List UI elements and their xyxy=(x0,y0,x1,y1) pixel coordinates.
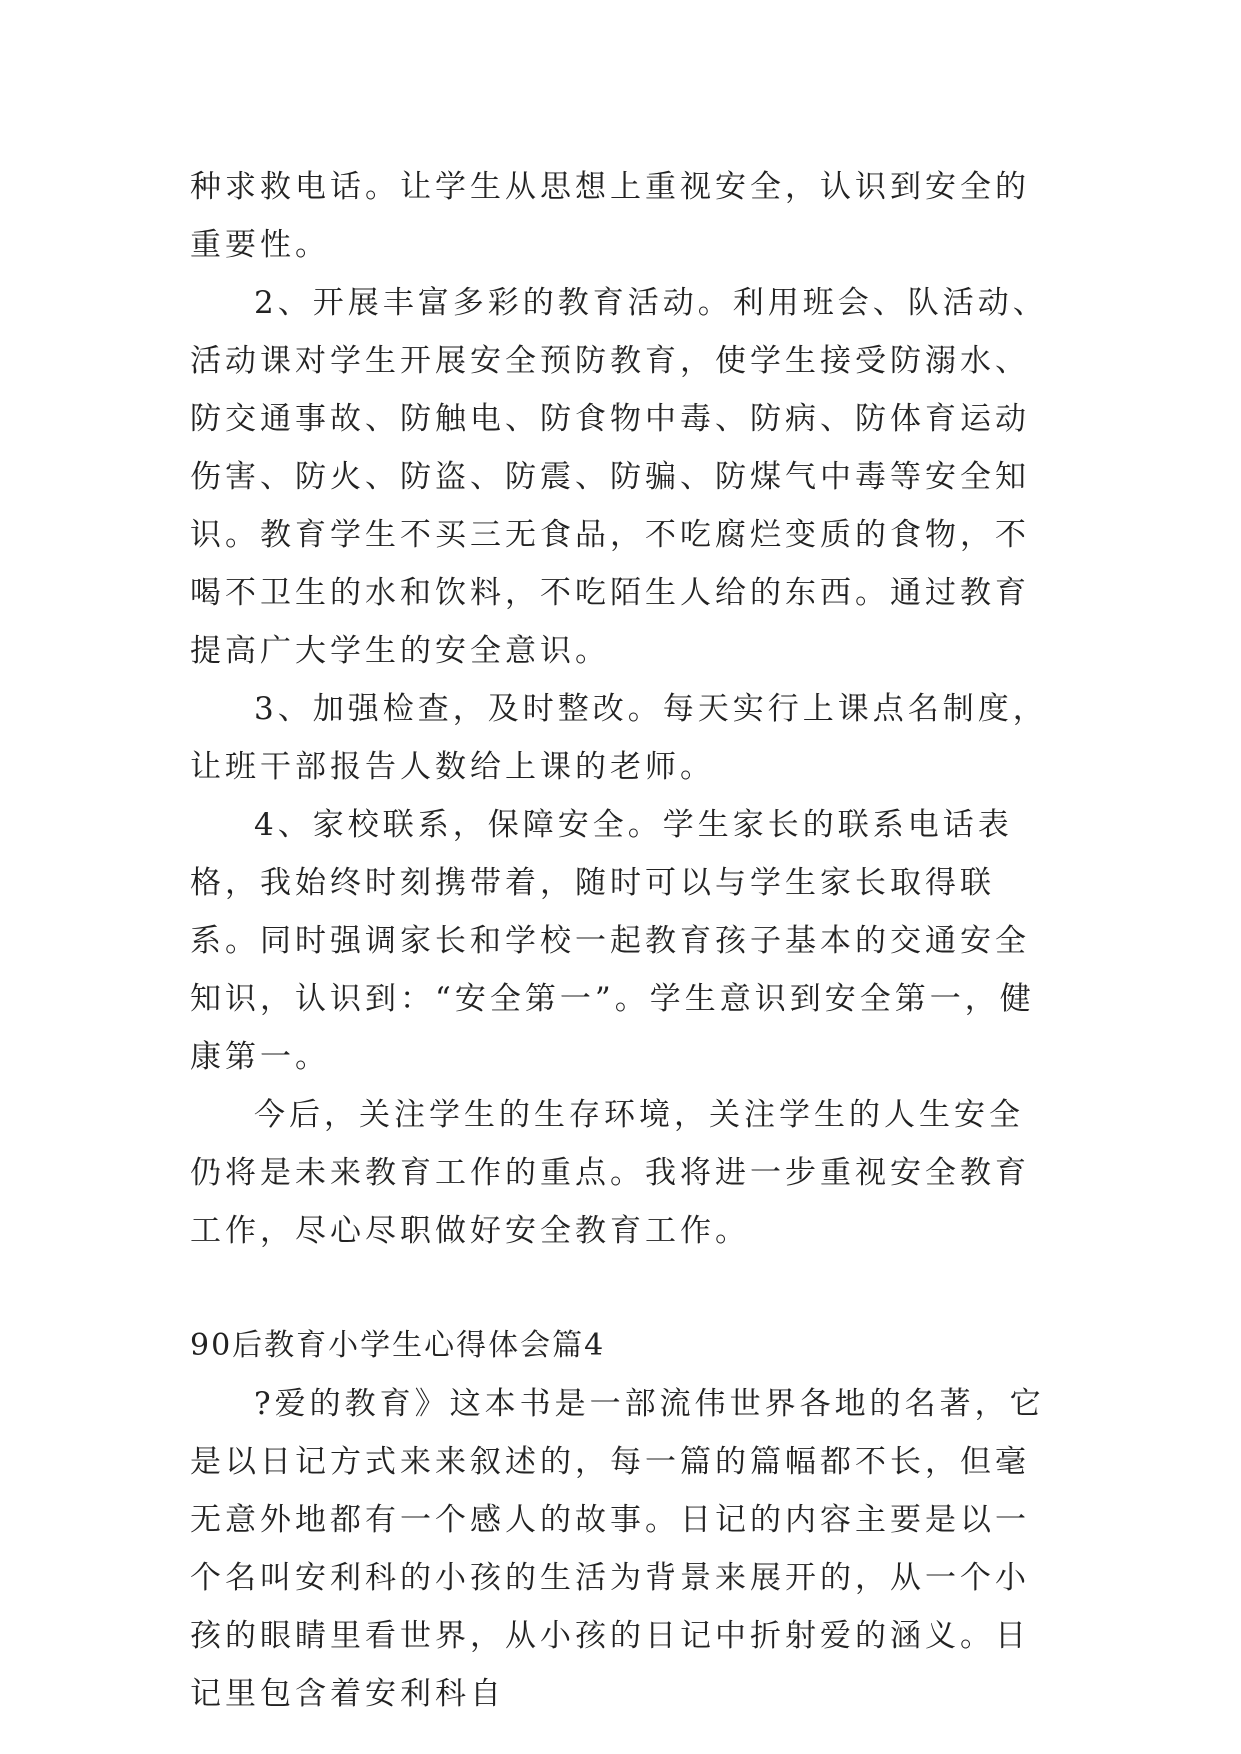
section-heading: 90后教育小学生心得体会篇4 xyxy=(190,1328,606,1363)
section-paragraph-1: ?爱的教育》这本书是一部流伟世界各地的名著，它是以日记方式来来叙述的，每一篇的篇幅都不长，但毫无意外地都有一个感人的故事。日记的内容主要是以一个名叫安利科的小孩的生活为背景来展开的，从一个小孩的眼睛里看世界，从小孩的日记中折射爱的涵义。日记里包含着安利科自 xyxy=(190,1386,1045,1712)
paragraph-4: 4、家校联系，保障安全。学生家长的联系电话表格，我始终时刻携带着，随时可以与学生家长取得联系。同时强调家长和学校一起教育孩子基本的交通安全知识，认识到：“安全第一”。学生意识到安全第一，健康第一。 xyxy=(190,807,1035,1075)
paragraph-1: 种求救电话。让学生从思想上重视安全，认识到安全的重要性。 xyxy=(190,169,1030,263)
paragraph-2: 2、开展丰富多彩的教育活动。利用班会、队活动、活动课对学生开展安全预防教育，使学生接受防溺水、防交通事故、防触电、防食物中毒、防病、防体育运动伤害、防火、防盗、防震、防骗、防煤气中毒等安全知识。教育学生不买三无食品，不吃腐烂变质的食物，不喝不卫生的水和饮料，不吃陌生人给的东西。通过教育提高广大学生的安全意识。 xyxy=(190,285,1048,669)
document-body xyxy=(190,158,1050,1723)
paragraph-3: 3、加强检查，及时整改。每天实行上课点名制度，让班干部报告人数给上课的老师。 xyxy=(190,691,1048,785)
paragraph-5: 今后，关注学生的生存环境，关注学生的人生安全仍将是未来教育工作的重点。我将进一步重视安全教育工作，尽心尽职做好安全教育工作。 xyxy=(190,1097,1030,1249)
